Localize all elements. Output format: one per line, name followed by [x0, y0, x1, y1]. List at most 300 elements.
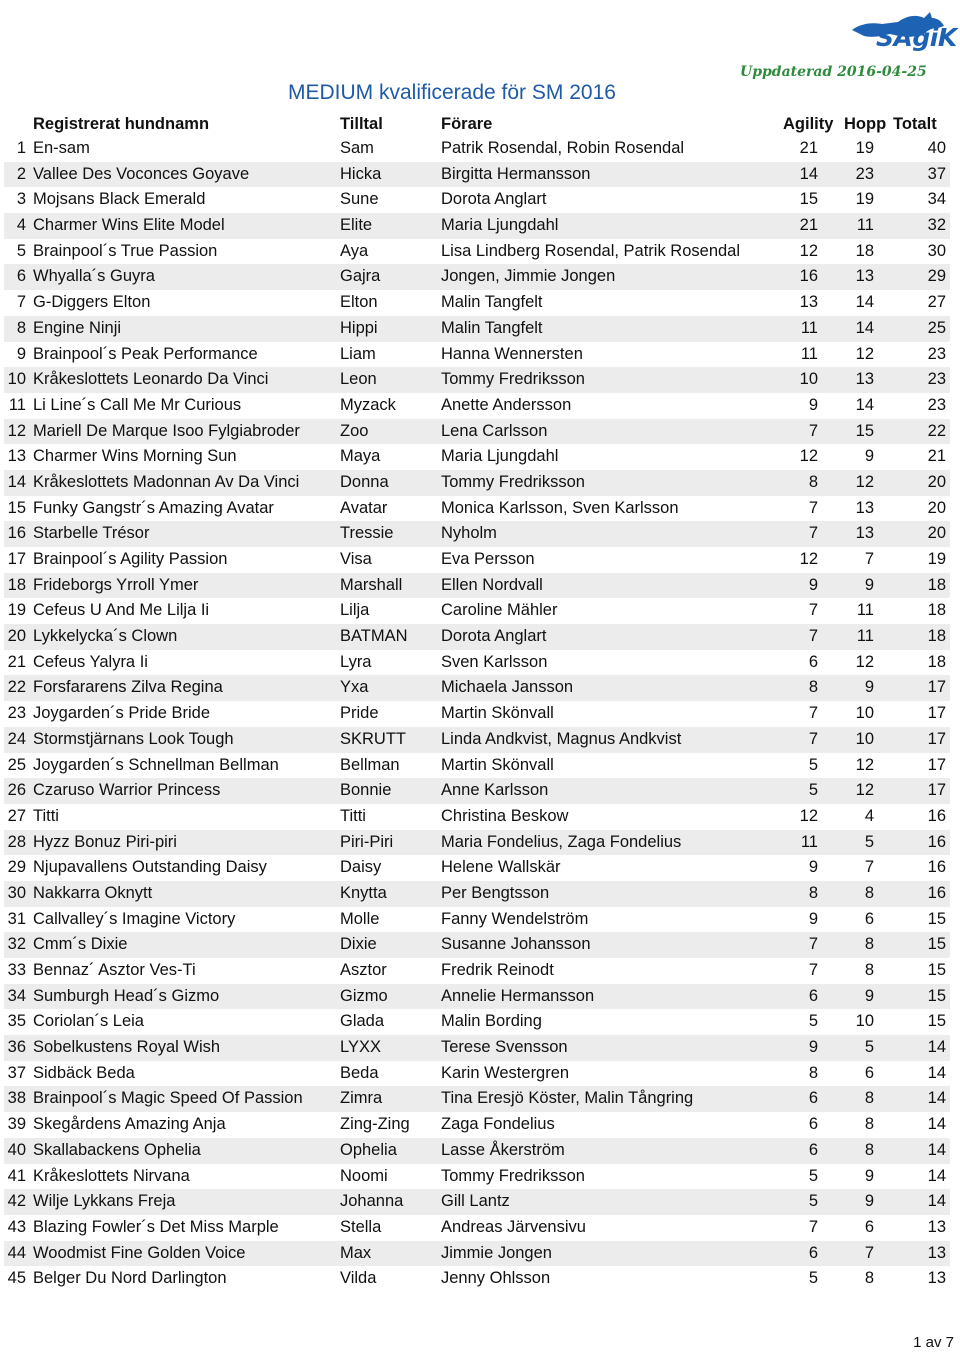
- rank-cell: 19: [7, 601, 26, 620]
- rank-cell: 8: [16, 318, 26, 337]
- total-cell: 15: [927, 961, 946, 979]
- dog-name-cell: Callvalley´s Imagine Victory: [33, 909, 236, 928]
- rank-cell: 18: [7, 575, 26, 594]
- agility-cell: 7: [808, 421, 818, 440]
- total-cell: 19: [927, 550, 946, 568]
- hopp-cell: 11: [856, 601, 874, 620]
- handler-cell: Zaga Fondelius: [441, 1115, 555, 1134]
- rank-cell: 29: [7, 858, 26, 877]
- hopp-cell: 7: [864, 858, 874, 877]
- handler-cell: Helene Wallskär: [441, 858, 561, 877]
- rank-cell: 32: [7, 935, 26, 954]
- table-row: [4, 727, 950, 753]
- dog-name-cell: Cmm´s Dixie: [33, 935, 128, 954]
- column-header-total: Totalt: [893, 115, 937, 133]
- table-row: [4, 367, 950, 393]
- handler-cell: Per Bengtsson: [441, 883, 550, 902]
- agility-cell: 7: [808, 961, 818, 979]
- handler-cell: Tina Eresjö Köster, Malin Tångring: [441, 1089, 694, 1108]
- dog-name-cell: Brainpool´s Magic Speed Of Passion: [33, 1089, 303, 1108]
- call-name-cell: Hicka: [340, 164, 382, 183]
- hopp-cell: 5: [864, 1038, 874, 1057]
- dog-name-cell: Nakkarra Oknytt: [33, 883, 153, 902]
- total-cell: 18: [927, 575, 946, 594]
- table-row: [4, 907, 950, 933]
- table-row: [4, 213, 950, 239]
- agility-cell: 7: [808, 601, 818, 620]
- total-cell: 18: [927, 652, 946, 671]
- hopp-cell: 13: [855, 267, 874, 286]
- hopp-cell: 6: [864, 1063, 874, 1082]
- rank-cell: 6: [16, 267, 26, 286]
- total-cell: 23: [927, 370, 946, 389]
- call-name-cell: Yxa: [340, 678, 369, 697]
- table-row: [4, 547, 950, 573]
- handler-cell: Susanne Johansson: [441, 935, 591, 954]
- call-name-cell: Bellman: [340, 755, 400, 774]
- handler-cell: Martin Skönvall: [441, 704, 554, 723]
- agility-cell: 7: [808, 524, 818, 543]
- table-row: [4, 650, 950, 676]
- dog-name-cell: Engine Ninji: [33, 318, 122, 337]
- hopp-cell: 13: [855, 370, 874, 389]
- total-cell: 15: [927, 986, 946, 1005]
- total-cell: 20: [927, 472, 946, 491]
- call-name-cell: Elite: [340, 216, 373, 235]
- dog-name-cell: Coriolan´s Leia: [33, 1012, 144, 1031]
- rank-cell: 20: [7, 627, 26, 646]
- table-row: [4, 1086, 950, 1112]
- rank-cell: 28: [7, 832, 26, 851]
- agility-cell: 7: [808, 498, 818, 517]
- agility-cell: 5: [808, 1012, 818, 1031]
- total-cell: 15: [927, 909, 946, 928]
- dog-name-cell: Blazing Fowler´s Det Miss Marple: [33, 1217, 279, 1236]
- dog-name-cell: Njupavallens Outstanding Daisy: [33, 858, 267, 877]
- handler-cell: Dorota Anglart: [441, 190, 547, 209]
- total-cell: 16: [927, 806, 946, 825]
- hopp-cell: 9: [864, 678, 874, 697]
- handler-cell: Malin Tangfelt: [441, 293, 543, 312]
- dog-name-cell: Whyalla´s Guyra: [33, 267, 155, 286]
- agility-cell: 15: [799, 190, 818, 209]
- dog-name-cell: Mariell De Marque Isoo Fylgiabroder: [33, 421, 300, 440]
- page-title: MEDIUM kvalificerade för SM 2016: [288, 81, 616, 104]
- table-row: [4, 624, 950, 650]
- rank-cell: 25: [7, 755, 26, 774]
- table-row: [4, 1189, 950, 1215]
- table-row: [4, 187, 950, 213]
- total-cell: 14: [927, 1038, 946, 1057]
- table-row: [4, 419, 950, 445]
- agility-cell: 5: [808, 1166, 818, 1185]
- call-name-cell: Maya: [340, 447, 381, 466]
- dog-name-cell: Frideborgs Yrroll Ymer: [33, 575, 199, 594]
- total-cell: 27: [927, 293, 946, 312]
- hopp-cell: 14: [855, 395, 874, 414]
- total-cell: 18: [927, 627, 946, 646]
- handler-cell: Patrik Rosendal, Robin Rosendal: [441, 139, 685, 157]
- call-name-cell: Liam: [340, 344, 376, 363]
- rank-cell: 12: [7, 421, 26, 440]
- total-cell: 32: [927, 216, 946, 235]
- dog-name-cell: En-sam: [33, 139, 90, 157]
- call-name-cell: Piri-Piri: [340, 832, 394, 851]
- agility-cell: 8: [808, 883, 818, 902]
- agility-cell: 5: [808, 755, 818, 774]
- call-name-cell: Marshall: [340, 575, 403, 594]
- call-name-cell: Lyra: [340, 652, 372, 671]
- rank-cell: 21: [7, 652, 26, 671]
- call-name-cell: Tressie: [340, 524, 394, 543]
- rank-cell: 22: [7, 678, 26, 697]
- agility-cell: 9: [808, 858, 818, 877]
- table-row: [4, 753, 950, 779]
- call-name-cell: Asztor: [340, 961, 387, 979]
- table-row: [4, 1138, 950, 1164]
- handler-cell: Jongen, Jimmie Jongen: [441, 267, 616, 286]
- dog-name-cell: Skallabackens Ophelia: [33, 1140, 201, 1159]
- dog-name-cell: Cefeus Yalyra Ii: [33, 652, 148, 671]
- handler-cell: Tommy Fredriksson: [441, 370, 585, 389]
- rank-cell: 26: [7, 781, 26, 800]
- total-cell: 15: [927, 935, 946, 954]
- call-name-cell: Gajra: [340, 267, 381, 286]
- rank-cell: 31: [7, 909, 26, 928]
- rank-cell: 14: [7, 472, 26, 491]
- agility-cell: 9: [808, 909, 818, 928]
- table-row: [4, 393, 950, 419]
- hopp-cell: 13: [855, 498, 874, 517]
- table-row: [4, 804, 950, 830]
- column-header-handler: Förare: [441, 115, 493, 133]
- call-name-cell: Knytta: [340, 883, 387, 902]
- handler-cell: Eva Persson: [441, 550, 535, 568]
- table-row: [4, 521, 950, 547]
- total-cell: 40: [927, 139, 946, 157]
- agility-cell: 11: [800, 832, 818, 851]
- handler-cell: Michaela Jansson: [441, 678, 574, 697]
- rank-cell: 35: [7, 1012, 26, 1031]
- total-cell: 20: [927, 524, 946, 543]
- total-cell: 14: [927, 1089, 946, 1108]
- call-name-cell: Zoo: [340, 421, 369, 440]
- handler-cell: Lena Carlsson: [441, 421, 548, 440]
- dog-name-cell: Starbelle Trésor: [33, 524, 150, 543]
- rank-cell: 45: [7, 1269, 26, 1288]
- handler-cell: Lasse Åkerström: [441, 1140, 565, 1159]
- table-row: [4, 855, 950, 881]
- hopp-cell: 14: [855, 318, 874, 337]
- dog-name-cell: Kråkeslottets Leonardo Da Vinci: [33, 370, 269, 389]
- rank-cell: 36: [7, 1038, 26, 1057]
- rank-cell: 33: [7, 961, 26, 979]
- total-cell: 14: [927, 1115, 946, 1134]
- agility-cell: 8: [808, 678, 818, 697]
- total-cell: 13: [927, 1269, 946, 1288]
- hopp-cell: 10: [855, 704, 874, 723]
- column-header-call: Tilltal: [340, 115, 383, 133]
- total-cell: 13: [927, 1243, 946, 1262]
- table-row: [4, 1035, 950, 1061]
- total-cell: 23: [927, 395, 946, 414]
- hopp-cell: 12: [855, 652, 874, 671]
- table-row: [4, 1266, 950, 1292]
- rank-cell: 34: [7, 986, 26, 1005]
- hopp-cell: 9: [864, 1166, 874, 1185]
- hopp-cell: 12: [855, 344, 874, 363]
- handler-cell: Lisa Lindberg Rosendal, Patrik Rosendal: [441, 241, 741, 260]
- page-indicator: 1 av 7: [913, 1334, 954, 1351]
- table-row: [4, 1164, 950, 1190]
- hopp-cell: 7: [864, 1243, 874, 1262]
- agility-cell: 9: [808, 1038, 818, 1057]
- handler-cell: Andreas Järvensivu: [441, 1217, 586, 1236]
- agility-cell: 12: [799, 241, 818, 260]
- column-header-agility: Agility: [783, 115, 834, 133]
- agility-cell: 11: [800, 344, 818, 363]
- table-row: [4, 701, 950, 727]
- table-row: [4, 778, 950, 804]
- table-row: [4, 1112, 950, 1138]
- rank-cell: 23: [7, 704, 26, 723]
- dog-name-cell: Kråkeslottets Madonnan Av Da Vinci: [33, 472, 300, 491]
- handler-cell: Maria Ljungdahl: [441, 447, 559, 466]
- total-cell: 16: [927, 883, 946, 902]
- total-cell: 16: [927, 858, 946, 877]
- dog-name-cell: Belger Du Nord Darlington: [33, 1269, 227, 1288]
- rank-cell: 41: [7, 1166, 26, 1185]
- logo-text: SAgiK: [876, 23, 957, 52]
- rank-cell: 38: [7, 1089, 26, 1108]
- dog-name-cell: Sobelkustens Royal Wish: [33, 1038, 221, 1057]
- agility-cell: 9: [808, 395, 818, 414]
- total-cell: 17: [927, 755, 946, 774]
- table-row: [4, 984, 950, 1010]
- total-cell: 17: [927, 704, 946, 723]
- handler-cell: Gill Lantz: [441, 1192, 510, 1211]
- table-row: [4, 1061, 950, 1087]
- dog-name-cell: Woodmist Fine Golden Voice: [33, 1243, 246, 1262]
- handler-cell: Jenny Ohlsson: [441, 1269, 551, 1288]
- handler-cell: Monica Karlsson, Sven Karlsson: [441, 498, 679, 517]
- dog-name-cell: Joygarden´s Pride Bride: [33, 704, 211, 723]
- table-row: [4, 316, 950, 342]
- rank-cell: 7: [16, 293, 26, 312]
- dog-name-cell: Sumburgh Head´s Gizmo: [33, 986, 220, 1005]
- call-name-cell: Johanna: [340, 1192, 404, 1211]
- call-name-cell: Pride: [340, 704, 379, 723]
- table-row: [4, 958, 950, 984]
- hopp-cell: 7: [864, 550, 874, 568]
- rank-cell: 1: [16, 139, 26, 157]
- handler-cell: Linda Andkvist, Magnus Andkvist: [441, 729, 682, 748]
- call-name-cell: BATMAN: [340, 627, 408, 646]
- rank-cell: 3: [16, 190, 26, 209]
- hopp-cell: 23: [855, 164, 874, 183]
- table-row: [4, 932, 950, 958]
- handler-cell: Anette Andersson: [441, 395, 572, 414]
- agility-cell: 5: [808, 1192, 818, 1211]
- hopp-cell: 15: [855, 421, 874, 440]
- rank-cell: 11: [8, 395, 26, 414]
- hopp-cell: 8: [864, 961, 874, 979]
- handler-cell: Annelie Hermansson: [441, 986, 595, 1005]
- dog-name-cell: Lykkelycka´s Clown: [33, 627, 178, 646]
- call-name-cell: Leon: [340, 370, 377, 389]
- hopp-cell: 9: [864, 575, 874, 594]
- total-cell: 15: [927, 1012, 946, 1031]
- table-row: [4, 675, 950, 701]
- dog-name-cell: Joygarden´s Schnellman Bellman: [33, 755, 279, 774]
- call-name-cell: LYXX: [340, 1038, 381, 1057]
- hopp-cell: 10: [855, 729, 874, 748]
- rank-cell: 4: [16, 216, 26, 235]
- call-name-cell: Sam: [340, 139, 374, 157]
- total-cell: 17: [927, 678, 946, 697]
- rank-cell: 17: [7, 550, 26, 568]
- rank-cell: 15: [7, 498, 26, 517]
- agility-cell: 13: [799, 293, 818, 312]
- agility-cell: 6: [808, 1140, 818, 1159]
- agility-cell: 6: [808, 986, 818, 1005]
- rank-cell: 30: [7, 883, 26, 902]
- rank-cell: 10: [7, 370, 26, 389]
- agility-cell: 12: [799, 447, 818, 466]
- table-row: [4, 342, 950, 368]
- total-cell: 29: [927, 267, 946, 286]
- rank-cell: 27: [7, 806, 26, 825]
- total-cell: 14: [927, 1166, 946, 1185]
- total-cell: 14: [927, 1063, 946, 1082]
- dog-name-cell: Mojsans Black Emerald: [33, 190, 206, 209]
- call-name-cell: Titti: [340, 806, 366, 825]
- call-name-cell: Donna: [340, 472, 389, 491]
- agility-cell: 12: [799, 806, 818, 825]
- hopp-cell: 8: [864, 1089, 874, 1108]
- handler-cell: Karin Westergren: [441, 1063, 570, 1082]
- results-table: [4, 136, 950, 1292]
- total-cell: 20: [927, 498, 946, 517]
- table-row: [4, 264, 950, 290]
- dog-name-cell: Skegårdens Amazing Anja: [33, 1115, 226, 1134]
- rank-cell: 9: [16, 344, 26, 363]
- agility-cell: 6: [808, 652, 818, 671]
- call-name-cell: Lilja: [340, 601, 370, 620]
- table-row: [4, 239, 950, 265]
- rank-cell: 43: [7, 1217, 26, 1236]
- call-name-cell: Aya: [340, 241, 369, 260]
- agility-cell: 7: [808, 1217, 818, 1236]
- rank-cell: 42: [7, 1192, 26, 1211]
- table-row: [4, 136, 950, 162]
- hopp-cell: 13: [855, 524, 874, 543]
- rank-cell: 2: [16, 164, 26, 183]
- agility-cell: 5: [808, 781, 818, 800]
- agility-cell: 7: [808, 627, 818, 646]
- table-row: [4, 1241, 950, 1267]
- handler-cell: Martin Skönvall: [441, 755, 554, 774]
- table-row: [4, 573, 950, 599]
- updated-date: Uppdaterad 2016-04-25: [740, 64, 927, 80]
- call-name-cell: Bonnie: [340, 781, 392, 800]
- agility-cell: 6: [808, 1243, 818, 1262]
- dog-name-cell: Hyzz Bonuz Piri-piri: [33, 832, 177, 851]
- agility-cell: 7: [808, 729, 818, 748]
- total-cell: 23: [927, 344, 946, 363]
- handler-cell: Maria Fondelius, Zaga Fondelius: [441, 832, 682, 851]
- total-cell: 18: [927, 601, 946, 620]
- call-name-cell: Daisy: [340, 858, 382, 877]
- total-cell: 21: [927, 447, 946, 466]
- dog-name-cell: Vallee Des Voconces Goyave: [33, 164, 250, 183]
- agility-cell: 6: [808, 1115, 818, 1134]
- agility-cell: 8: [808, 472, 818, 491]
- table-row: [4, 444, 950, 470]
- call-name-cell: Vilda: [340, 1269, 377, 1288]
- hopp-cell: 4: [864, 806, 874, 825]
- call-name-cell: Dixie: [340, 935, 377, 954]
- hopp-cell: 11: [856, 627, 874, 646]
- total-cell: 30: [927, 241, 946, 260]
- table-row: [4, 162, 950, 188]
- hopp-cell: 12: [855, 755, 874, 774]
- dog-name-cell: G-Diggers Elton: [33, 293, 151, 312]
- call-name-cell: Visa: [340, 550, 372, 568]
- agility-cell: 11: [800, 318, 818, 337]
- dog-name-cell: Brainpool´s True Passion: [33, 241, 218, 260]
- agility-cell: 14: [799, 164, 818, 183]
- total-cell: 25: [927, 318, 946, 337]
- total-cell: 17: [927, 781, 946, 800]
- rank-cell: 24: [7, 729, 26, 748]
- hopp-cell: 10: [855, 1012, 874, 1031]
- rank-cell: 16: [7, 524, 26, 543]
- rank-cell: 13: [7, 447, 26, 466]
- total-cell: 17: [927, 729, 946, 748]
- handler-cell: Ellen Nordvall: [441, 575, 543, 594]
- hopp-cell: 8: [864, 1269, 874, 1288]
- hopp-cell: 8: [864, 883, 874, 902]
- total-cell: 37: [927, 164, 946, 183]
- handler-cell: Nyholm: [441, 524, 497, 543]
- hopp-cell: 12: [855, 781, 874, 800]
- dog-name-cell: Stormstjärnans Look Tough: [33, 729, 234, 748]
- table-row: [4, 598, 950, 624]
- handler-cell: Sven Karlsson: [441, 652, 548, 671]
- handler-cell: Malin Bording: [441, 1012, 542, 1031]
- dog-name-cell: Bennaz´ Asztor Ves-Ti: [33, 961, 196, 979]
- hopp-cell: 14: [855, 293, 874, 312]
- call-name-cell: Stella: [340, 1217, 382, 1236]
- dog-name-cell: Wilje Lykkans Freja: [33, 1192, 176, 1211]
- handler-cell: Anne Karlsson: [441, 781, 549, 800]
- call-name-cell: Zing-Zing: [340, 1115, 410, 1134]
- dog-name-cell: Kråkeslottets Nirvana: [33, 1166, 190, 1185]
- rank-cell: 40: [7, 1140, 26, 1159]
- call-name-cell: Glada: [340, 1012, 385, 1031]
- hopp-cell: 19: [855, 190, 874, 209]
- rank-cell: 37: [7, 1063, 26, 1082]
- total-cell: 22: [927, 421, 946, 440]
- handler-cell: Jimmie Jongen: [441, 1243, 552, 1262]
- handler-cell: Caroline Mähler: [441, 601, 558, 620]
- call-name-cell: Noomi: [340, 1166, 388, 1185]
- dog-name-cell: Titti: [33, 806, 59, 825]
- hopp-cell: 8: [864, 1140, 874, 1159]
- call-name-cell: Ophelia: [340, 1140, 397, 1159]
- agility-cell: 10: [799, 370, 818, 389]
